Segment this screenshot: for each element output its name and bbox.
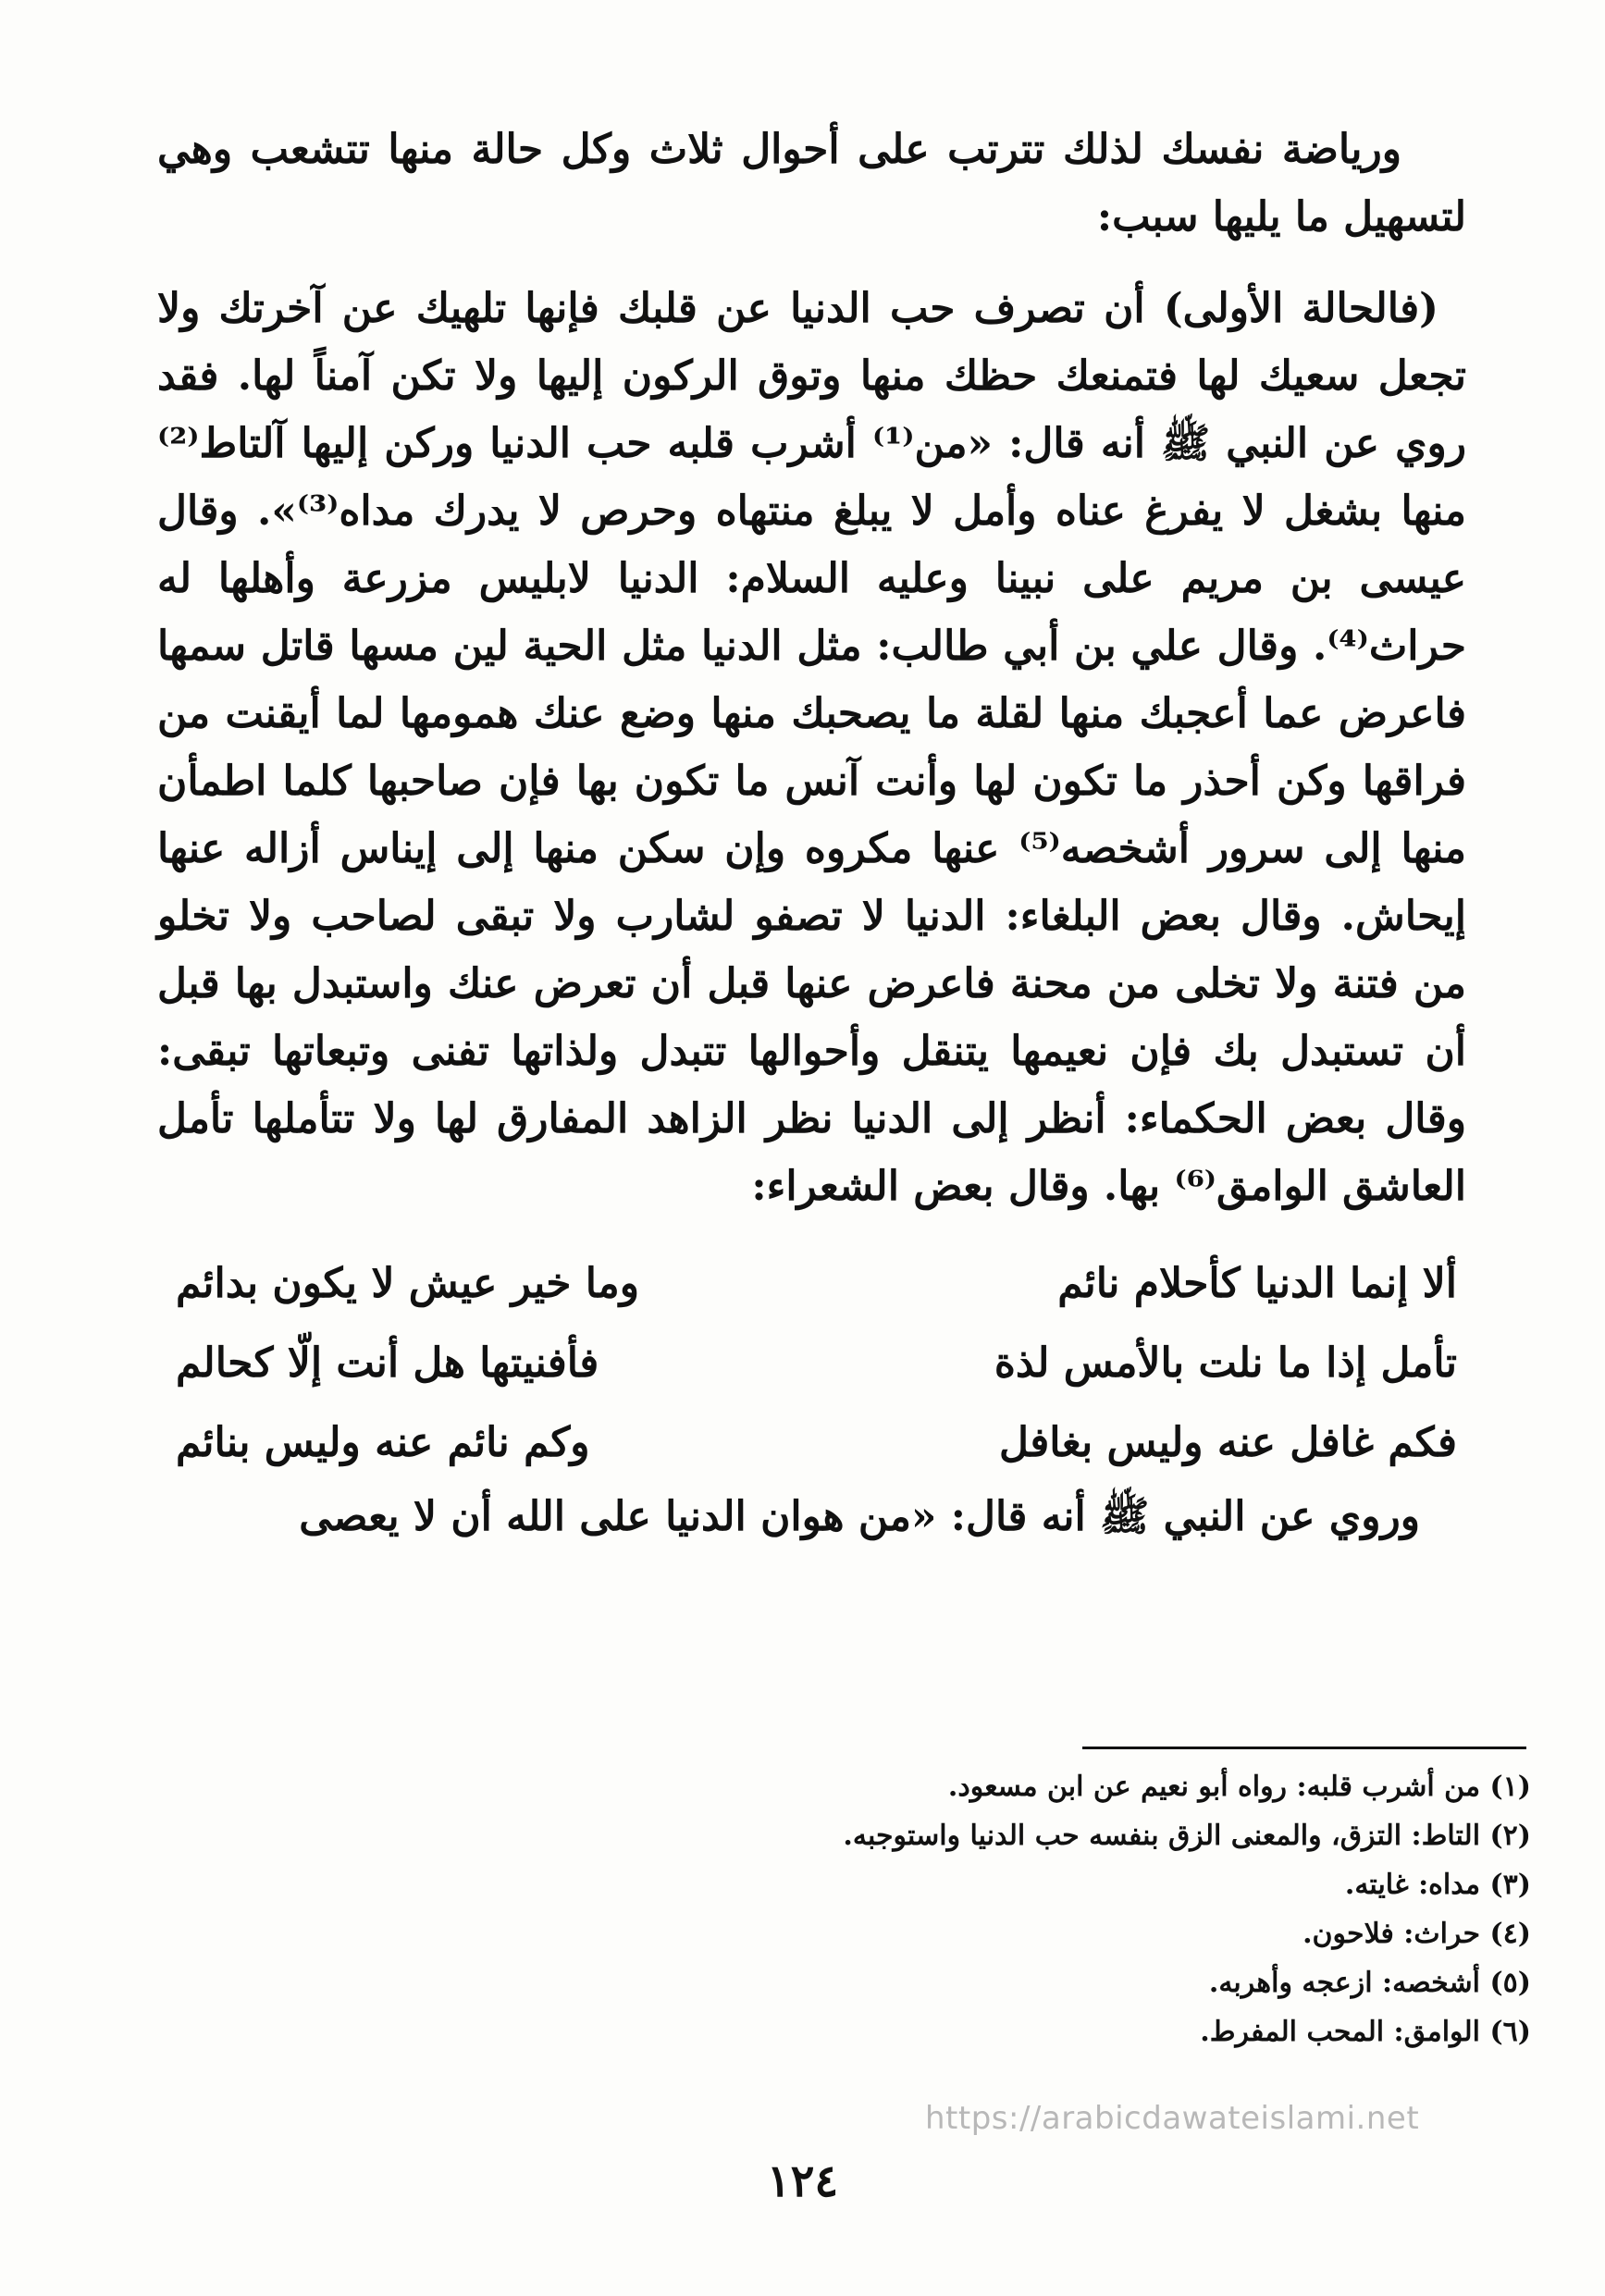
footnote-4: (٤) حراث: فلاحون. xyxy=(1303,1918,1531,1950)
footnote-2: (٢) التاط: التزق، والمعنى الزق بنفسه حب الدنيا واستوجبه. xyxy=(843,1820,1531,1852)
footnote-5: (٥) أشخصه: ازعجه وأهربه. xyxy=(1208,1967,1531,1999)
paragraph-after-poem: وروي عن النبي ﷺ أنه قال: «من هوان الدنيا على الله أن لا يعصى xyxy=(299,1493,1420,1540)
footnote-6: (٦) الوامق: المحب المفرط. xyxy=(1200,2016,1531,2048)
poem-verse xyxy=(157,1324,1466,1403)
footnote-divider xyxy=(1082,1747,1526,1749)
page-number: ١٢٤ xyxy=(766,2155,839,2207)
verse-first-hemistich: ألا إنما الدنيا كأحلام نائم xyxy=(1057,1260,1457,1307)
verse-second-hemistich: وكم نائم عنه وليس بنائم xyxy=(176,1419,590,1466)
verse-second-hemistich: وما خير عيش لا يكون بدائم xyxy=(176,1260,639,1307)
paragraph-first-state: (فالحالة الأولى) أن تصرف حب الدنيا عن قلبك فإنها تلهيك عن آخرتك ولا تجعل سعيك لها فتمنعك حظك منها وتوق الركون إليها ولا تكن آمناً لها. فقد روي عن النبي ﷺ أنه قال: «من⁽¹⁾ أشرب قلبه حب الدنيا وركن إليها آلتاط⁽²⁾ منها بشغل لا يفرغ عناه وأمل لا يبلغ منتهاه وحرص لا يدرك مداه⁽³⁾». وقال عيسى بن مريم على نبينا وعليه السلام: الدنيا لابليس مزرعة وأهلها له حراث⁽⁴⁾. وقال علي بن أبي طالب: مثل الدنيا مثل الحية لين مسها قاتل سمها فاعرض عما أعجبك منها لقلة ما يصحبك منها وضع عنك همومها لما أيقنت من فراقها وكن أحذر ما تكون لها وأنت آنس ما تكون بها فإن صاحبها كلما اطمأن منها إلى سرور أشخصه⁽⁵⁾ عنها مكروه وإن سكن منها إلى إيناس أزاله عنها إيحاش. وقال بعض البلغاء: الدنيا لا تصفو لشارب ولا تبقى لصاحب ولا تخلو من فتنة ولا تخلى من محنة فاعرض عنها قبل أن تعرض عنك واستبدل بها قبل أن تستبدل بك فإن نعيمها يتنقل وأحوالها تتبدل ولذاتها تفنى وتبعاتها تبقى: وقال بعض الحكماء: أنظر إلى الدنيا نظر الزاهد المفارق لها ولا تتأملها تأمل العاشق الوامق⁽⁶⁾ بها. وقال بعض الشعراء: xyxy=(157,285,1467,1210)
watermark-url: https://arabicdawateislami.net xyxy=(925,2100,1420,2137)
footnote-3: (٣) مداه: غايته. xyxy=(1344,1869,1531,1901)
poem-verse xyxy=(157,1403,1466,1483)
poem xyxy=(157,1244,1466,1483)
verse-second-hemistich: فأفنيتها هل أنت إلّا كحالم xyxy=(176,1339,599,1387)
main-text xyxy=(157,116,1466,1550)
verse-first-hemistich: تأمل إذا ما نلت بالأمس لذة xyxy=(994,1339,1457,1387)
paragraph-intro: ورياضة نفسك لذلك تترتب على أحوال ثلاث وكل حالة منها تتشعب وهي لتسهيل ما يليها سبب: xyxy=(157,126,1466,241)
poem-verse xyxy=(157,1244,1466,1324)
verse-first-hemistich: فكم غافل عنه وليس بغافل xyxy=(998,1419,1457,1466)
footnote-1: (١) من أشرب قلبه: رواه أبو نعيم عن ابن مسعود. xyxy=(947,1771,1531,1803)
footnotes xyxy=(648,1762,1531,2056)
